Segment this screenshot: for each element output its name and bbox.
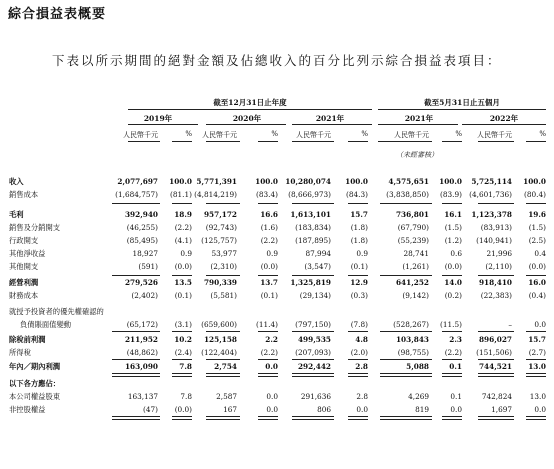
subtotal-rule	[172, 359, 192, 360]
row-label: 本公司權益股東	[9, 392, 61, 401]
subtotal-rule	[380, 373, 432, 374]
pct-cell: 13.7	[260, 278, 278, 287]
pct-cell: 0.0	[266, 405, 278, 414]
amount-cell: (2,310)	[210, 262, 237, 271]
table-row	[0, 278, 554, 291]
table-row	[0, 291, 554, 304]
pct-cell: (83.9)	[440, 190, 462, 199]
amount-cell: 1,123,378	[471, 210, 512, 219]
pct-cell: 12.9	[350, 278, 368, 287]
pct-cell: (1.6)	[260, 223, 278, 232]
section-title: 綜合損益表概要	[8, 7, 107, 22]
unit-underline	[378, 141, 432, 142]
row-label: 銷售成本	[9, 190, 39, 199]
table-row	[0, 335, 554, 348]
amount-cell: (2,110)	[485, 262, 512, 271]
pct-cell: 0.9	[356, 249, 368, 258]
row-label: 行政開支	[9, 236, 39, 245]
subtotal-rule	[112, 419, 160, 420]
pct-cell: 13.5	[174, 278, 192, 287]
subtotal-rule	[172, 419, 192, 420]
subtotal-rule	[206, 419, 240, 420]
pct-cell: 13.0	[529, 392, 546, 401]
amount-cell: (85,495)	[126, 236, 158, 245]
subtotal-rule	[258, 376, 278, 377]
pct-cell: (1.2)	[444, 236, 462, 245]
table-row	[0, 177, 554, 190]
subtotal-rule	[380, 376, 432, 377]
pct-cell: 0.9	[266, 249, 278, 258]
subtotal-rule	[206, 331, 240, 332]
pct-cell: 0.0	[534, 320, 546, 329]
amount-cell: –	[508, 320, 512, 329]
amount-cell: 1,613,101	[290, 210, 331, 219]
subtotal-rule	[442, 376, 462, 377]
unaudited-note: （未經審核）	[396, 151, 438, 159]
pct-cell: 2.3	[449, 335, 462, 344]
pct-cell: 100.0	[169, 177, 192, 186]
amount-cell: 744,521	[478, 362, 512, 371]
amount-cell: (122,404)	[201, 348, 237, 357]
amount-cell: 1,325,819	[290, 278, 331, 287]
year-header-2: 2020年	[232, 114, 262, 123]
subtotal-rule	[172, 331, 192, 332]
amount-cell: (98,755)	[397, 348, 429, 357]
amount-cell: (3,547)	[304, 262, 331, 271]
pct-cell: (0.4)	[528, 291, 546, 300]
subtotal-rule	[172, 376, 192, 377]
row-label: 年內／期內利潤	[9, 362, 61, 371]
amount-cell: 211,952	[124, 335, 158, 344]
amount-cell: (207,093)	[295, 348, 331, 357]
amount-cell: (591)	[138, 262, 158, 271]
pct-cell: (0.3)	[350, 291, 368, 300]
subtotal-rule	[258, 203, 278, 204]
table-row	[0, 210, 554, 223]
pct-cell: 0.0	[265, 362, 278, 371]
pct-cell: 15.7	[528, 335, 546, 344]
unit-amount-label: 人民幣千元	[123, 131, 158, 139]
subtotal-rule	[112, 275, 160, 276]
row-label: 以下各方應佔：	[9, 379, 61, 388]
unit-pct-label: %	[361, 130, 368, 138]
subtotal-rule	[348, 203, 368, 204]
subtotal-rule	[292, 419, 334, 420]
amount-cell: (48,862)	[126, 348, 158, 357]
pct-cell: 2.8	[355, 362, 368, 371]
amount-cell: 292,442	[297, 362, 331, 371]
unit-amount-label: 人民幣千元	[296, 131, 331, 139]
unit-pct-label: %	[185, 130, 192, 138]
amount-cell: (8,666,973)	[288, 190, 331, 199]
subtotal-rule	[380, 359, 432, 360]
amount-cell: (46,255)	[126, 223, 158, 232]
subtotal-rule	[206, 203, 240, 204]
amount-cell: 4,575,651	[388, 177, 429, 186]
header-group1-underline	[128, 109, 372, 110]
subtotal-rule	[258, 275, 278, 276]
unit-pct-label: %	[455, 130, 462, 138]
amount-cell: (187,895)	[295, 236, 331, 245]
pct-cell: 16.0	[528, 278, 546, 287]
subtotal-rule	[380, 275, 432, 276]
unit-underline	[292, 141, 334, 142]
amount-cell: 2,077,697	[117, 177, 158, 186]
table-row	[0, 190, 554, 203]
pct-cell: (2.2)	[174, 223, 192, 232]
year-underline-5	[462, 124, 546, 125]
unit-pct-label: %	[539, 130, 546, 138]
amount-cell: 4,269	[408, 392, 429, 401]
year-underline-3	[292, 124, 372, 125]
amount-cell: (92,743)	[205, 223, 237, 232]
pct-cell: (0.1)	[350, 262, 368, 271]
table-row	[0, 262, 554, 275]
subtotal-rule	[478, 376, 514, 377]
amount-cell: 896,027	[478, 335, 512, 344]
year-header-1: 2019年	[143, 114, 173, 123]
row-label: 除稅前利潤	[9, 335, 46, 344]
table-row	[0, 236, 554, 249]
amount-cell: (125,757)	[201, 236, 237, 245]
subtotal-rule	[206, 416, 240, 417]
subtotal-rule	[172, 373, 192, 374]
subtotal-rule	[348, 419, 368, 420]
pct-cell: 0.0	[266, 392, 278, 401]
subtotal-rule	[292, 376, 334, 377]
amount-cell: 87,994	[305, 249, 331, 258]
pct-cell: 0.0	[356, 405, 368, 414]
unit-amount-label: 人民幣千元	[202, 131, 237, 139]
subtotal-rule	[380, 331, 432, 332]
pct-cell: 16.1	[444, 210, 462, 219]
amount-cell: 736,801	[395, 210, 429, 219]
subtotal-rule	[478, 419, 514, 420]
amount-cell: (4,814,219)	[194, 190, 237, 199]
amount-cell: 18,927	[132, 249, 158, 258]
row-label: 其他開支	[9, 262, 39, 271]
amount-cell: 10,280,074	[285, 177, 331, 186]
header-group-five-months: 截至5月31日止五個月	[424, 98, 500, 107]
amount-cell: 918,410	[478, 278, 512, 287]
amount-cell: 291,636	[300, 392, 331, 401]
pct-cell: (2.2)	[260, 236, 278, 245]
pct-cell: (0.0)	[174, 405, 192, 414]
amount-cell: (1,684,757)	[115, 190, 158, 199]
amount-cell: 28,741	[403, 249, 429, 258]
pct-cell: 7.8	[180, 392, 192, 401]
subtotal-rule	[380, 203, 432, 204]
pct-cell: (0.0)	[260, 262, 278, 271]
pct-cell: 7.8	[179, 362, 192, 371]
row-label: 毛利	[9, 210, 24, 219]
pct-cell: (4.1)	[174, 236, 192, 245]
pct-cell: (0.2)	[444, 291, 462, 300]
row-label: 經營利潤	[9, 278, 39, 287]
intro-paragraph: 下表以所示期間的絕對金額及佔總收入的百分比列示綜合損益表項目：	[52, 53, 502, 68]
pct-cell: 100.0	[255, 177, 278, 186]
subtotal-rule	[292, 275, 334, 276]
pct-cell: 10.2	[174, 335, 192, 344]
subtotal-rule	[380, 416, 432, 417]
pct-cell: 0.1	[449, 362, 462, 371]
year-underline-1	[128, 124, 198, 125]
pct-cell: 4.8	[355, 335, 368, 344]
amount-cell: 5,771,391	[196, 177, 237, 186]
amount-cell: 641,252	[395, 278, 429, 287]
subtotal-rule	[258, 373, 278, 374]
pct-cell: 16.6	[260, 210, 278, 219]
amount-cell: (29,134)	[299, 291, 331, 300]
pct-cell: (81.1)	[170, 190, 192, 199]
pct-cell: 0.1	[450, 392, 462, 401]
subtotal-rule	[478, 203, 514, 204]
amount-cell: (2,402)	[131, 291, 158, 300]
subtotal-rule	[348, 373, 368, 374]
pct-cell: 100.0	[523, 177, 546, 186]
amount-cell: 125,158	[203, 335, 237, 344]
amount-cell: 2,754	[214, 362, 237, 371]
header-group-year-end: 截至12月31日止年度	[213, 98, 287, 107]
pct-cell: 100.0	[439, 177, 462, 186]
amount-cell: (65,172)	[126, 320, 158, 329]
subtotal-rule	[442, 373, 462, 374]
subtotal-rule	[258, 331, 278, 332]
pct-cell: 14.0	[444, 278, 462, 287]
subtotal-rule	[526, 359, 546, 360]
table-row	[0, 379, 554, 392]
pct-cell: 0.0	[534, 405, 546, 414]
subtotal-rule	[526, 416, 546, 417]
subtotal-rule	[478, 331, 514, 332]
subtotal-rule	[526, 373, 546, 374]
subtotal-rule	[206, 373, 240, 374]
table-row	[0, 223, 554, 236]
amount-cell: 163,137	[127, 392, 158, 401]
pct-cell: (84.3)	[346, 190, 368, 199]
subtotal-rule	[348, 376, 368, 377]
amount-cell: (55,239)	[397, 236, 429, 245]
pct-cell: 2.8	[356, 392, 368, 401]
subtotal-rule	[478, 416, 514, 417]
pct-cell: 19.6	[528, 210, 546, 219]
subtotal-rule	[172, 416, 192, 417]
subtotal-rule	[442, 416, 462, 417]
pct-cell: (2.7)	[528, 348, 546, 357]
subtotal-rule	[292, 331, 334, 332]
subtotal-rule	[112, 359, 160, 360]
unit-underline	[128, 141, 160, 142]
subtotal-rule	[526, 275, 546, 276]
amount-cell: 742,824	[481, 392, 512, 401]
subtotal-rule	[478, 373, 514, 374]
pct-cell: (83.4)	[256, 190, 278, 199]
unit-amount-label: 人民幣千元	[477, 131, 512, 139]
amount-cell: (528,267)	[393, 320, 429, 329]
pct-cell: (0.1)	[174, 291, 192, 300]
year-header-3: 2021年	[315, 114, 345, 123]
pct-cell: 100.0	[345, 177, 368, 186]
year-underline-2	[206, 124, 286, 125]
pct-cell: (3.1)	[174, 320, 192, 329]
subtotal-rule	[478, 359, 514, 360]
pct-cell: (1.8)	[350, 223, 368, 232]
unit-underline	[206, 141, 240, 142]
pct-cell: (2.2)	[444, 348, 462, 357]
subtotal-rule	[292, 416, 334, 417]
subtotal-rule	[348, 416, 368, 417]
amount-cell: 53,977	[211, 249, 237, 258]
subtotal-rule	[478, 275, 514, 276]
pct-cell: 13.0	[528, 362, 546, 371]
pct-cell: 15.7	[350, 210, 368, 219]
amount-cell: (4,601,736)	[469, 190, 512, 199]
pct-cell: (2.4)	[174, 348, 192, 357]
subtotal-rule	[112, 416, 160, 417]
pct-cell: (0.0)	[174, 262, 192, 271]
amount-cell: (151,506)	[476, 348, 512, 357]
subtotal-rule	[206, 359, 240, 360]
pct-cell: (1.5)	[444, 223, 462, 232]
amount-cell: (1,261)	[402, 262, 429, 271]
unit-underline	[348, 141, 368, 142]
amount-cell: 103,843	[395, 335, 429, 344]
table-row	[0, 249, 554, 262]
row-label: 所得稅	[9, 348, 31, 357]
subtotal-rule	[206, 275, 240, 276]
pct-cell: (0.0)	[528, 262, 546, 271]
unit-underline	[526, 141, 546, 142]
subtotal-rule	[258, 359, 278, 360]
pct-cell: (2.2)	[260, 348, 278, 357]
pct-cell: (2.5)	[528, 236, 546, 245]
subtotal-rule	[526, 376, 546, 377]
amount-cell: (83,913)	[480, 223, 512, 232]
amount-cell: 5,725,114	[471, 177, 512, 186]
pct-cell: (1.8)	[350, 236, 368, 245]
subtotal-rule	[526, 203, 546, 204]
pct-cell: 0.6	[450, 249, 462, 258]
pct-cell: (11.5)	[440, 320, 462, 329]
amount-cell: (47)	[143, 405, 158, 414]
subtotal-rule	[112, 331, 160, 332]
subtotal-rule	[258, 416, 278, 417]
subtotal-rule	[348, 359, 368, 360]
pct-cell: (11.4)	[256, 320, 278, 329]
table-row	[0, 392, 554, 405]
year-header-4: 2021年	[404, 114, 434, 123]
subtotal-rule	[526, 331, 546, 332]
amount-cell: (5,581)	[210, 291, 237, 300]
pct-cell: 0.4	[534, 249, 546, 258]
amount-cell: 279,526	[124, 278, 158, 287]
amount-cell: (67,790)	[397, 223, 429, 232]
year-header-5: 2022年	[489, 114, 519, 123]
subtotal-rule	[348, 275, 368, 276]
amount-cell: 957,172	[203, 210, 237, 219]
amount-cell: (3,838,850)	[386, 190, 429, 199]
subtotal-rule	[442, 359, 462, 360]
amount-cell: 499,535	[297, 335, 331, 344]
subtotal-rule	[292, 373, 334, 374]
pct-cell: (2.0)	[350, 348, 368, 357]
subtotal-rule	[526, 419, 546, 420]
pct-cell: 2.2	[265, 335, 278, 344]
subtotal-rule	[258, 419, 278, 420]
amount-cell: 5,088	[406, 362, 429, 371]
row-label: 就授予投資者的優先權確認的	[9, 307, 104, 316]
pct-cell: 0.9	[180, 249, 192, 258]
unit-underline	[172, 141, 192, 142]
amount-cell: 167	[223, 405, 237, 414]
amount-cell: 21,996	[486, 249, 512, 258]
subtotal-rule	[112, 203, 160, 204]
amount-cell: 2,587	[216, 392, 237, 401]
row-label: 負債賬面值變動	[20, 320, 72, 329]
row-label: 收入	[9, 177, 24, 186]
subtotal-rule	[172, 275, 192, 276]
subtotal-rule	[442, 419, 462, 420]
amount-cell: (22,383)	[480, 291, 512, 300]
pct-cell: 18.9	[174, 210, 192, 219]
row-label: 財務成本	[9, 291, 39, 300]
table-row	[0, 307, 554, 320]
subtotal-rule	[348, 331, 368, 332]
amount-cell: 163,090	[124, 362, 158, 371]
subtotal-rule	[380, 419, 432, 420]
pct-cell: (0.1)	[260, 291, 278, 300]
pct-cell: (7.8)	[350, 320, 368, 329]
subtotal-rule	[442, 331, 462, 332]
subtotal-rule	[442, 203, 462, 204]
subtotal-rule	[292, 359, 334, 360]
pct-cell: (1.5)	[528, 223, 546, 232]
amount-cell: 1,697	[491, 405, 512, 414]
subtotal-rule	[292, 203, 334, 204]
pct-cell: (0.0)	[444, 262, 462, 271]
unit-pct-label: %	[271, 130, 278, 138]
unit-amount-label: 人民幣千元	[394, 131, 429, 139]
amount-cell: (183,834)	[295, 223, 331, 232]
year-underline-4	[378, 124, 458, 125]
amount-cell: 790,339	[203, 278, 237, 287]
subtotal-rule	[172, 203, 192, 204]
subtotal-rule	[206, 376, 240, 377]
amount-cell: 392,940	[124, 210, 158, 219]
amount-cell: (9,142)	[402, 291, 429, 300]
amount-cell: 819	[415, 405, 429, 414]
row-label: 非控股權益	[9, 405, 46, 414]
subtotal-rule	[442, 275, 462, 276]
amount-cell: (659,600)	[201, 320, 237, 329]
amount-cell: (797,150)	[295, 320, 331, 329]
row-label: 其他淨收益	[9, 249, 46, 258]
unit-underline	[442, 141, 462, 142]
row-label: 銷售及分銷開支	[9, 223, 61, 232]
unit-underline	[478, 141, 514, 142]
subtotal-rule	[112, 373, 160, 374]
amount-cell: (140,941)	[476, 236, 512, 245]
pct-cell: (80.4)	[524, 190, 546, 199]
header-group2-underline	[378, 109, 546, 110]
amount-cell: 806	[317, 405, 331, 414]
pct-cell: 0.0	[450, 405, 462, 414]
subtotal-rule	[112, 376, 160, 377]
unit-underline	[258, 141, 278, 142]
